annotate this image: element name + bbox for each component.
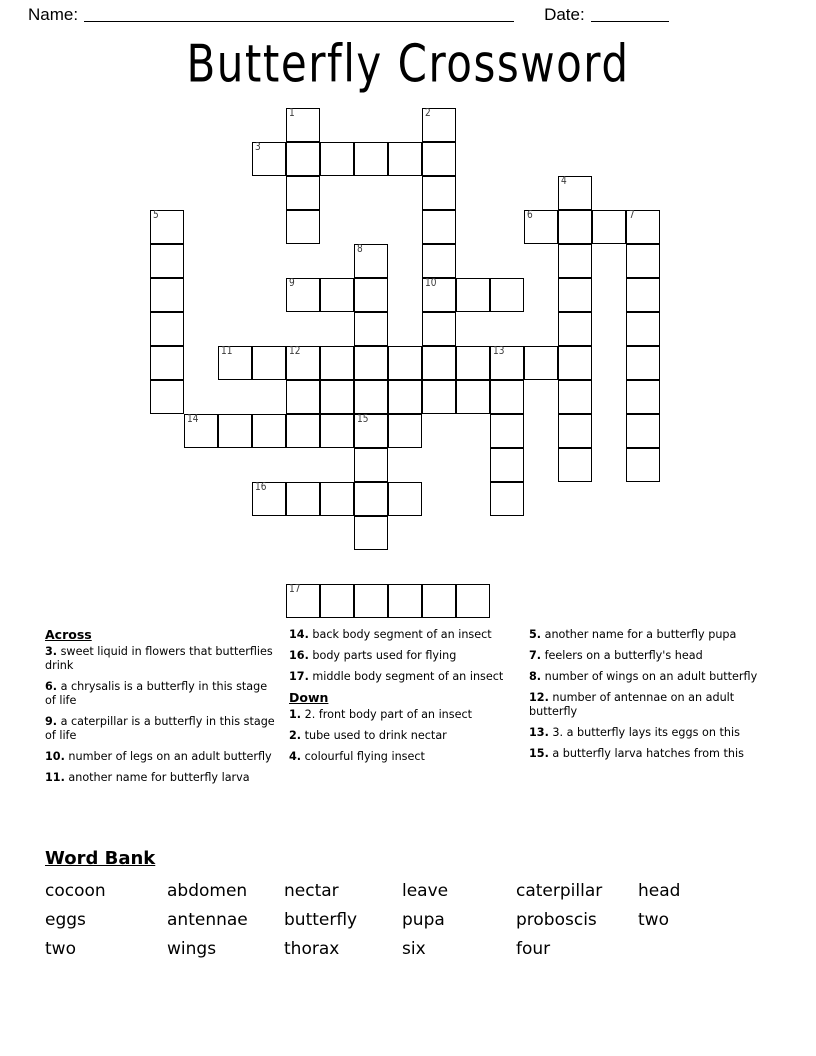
grid-cell[interactable] [388,346,422,380]
grid-cell[interactable] [286,482,320,516]
grid-cell-number: 14 [187,414,199,426]
clue-number: 6. [45,680,58,693]
clue-text: back body segment of an insect [308,628,492,641]
grid-cell-numbered[interactable] [490,346,524,380]
clue-text: tube used to drink nectar [301,729,447,742]
word-bank-word[interactable]: antennae [167,910,248,930]
word-bank-word[interactable]: leave [402,881,449,901]
across-heading: Across [45,627,92,642]
word-bank-column [402,877,516,964]
word-bank-word[interactable]: two [638,910,669,930]
name-label: Name: [28,5,79,24]
clue-item [289,729,521,743]
clues-column-2 [289,628,521,771]
word-bank-title: Word Bank [45,848,156,869]
grid-cell[interactable] [150,346,184,380]
grid-cell[interactable] [490,380,524,414]
grid-cell-numbered[interactable] [524,210,558,244]
grid-cell[interactable] [490,414,524,448]
grid-cell-numbered[interactable] [286,584,320,618]
clue-number: 13. [529,726,549,739]
grid-cell[interactable] [592,210,626,244]
grid-cell-numbered[interactable] [252,142,286,176]
word-bank-word[interactable]: caterpillar [516,881,603,901]
word-bank-column [638,877,738,964]
grid-cell-numbered[interactable] [184,414,218,448]
clue-text: a butterfly larva hatches from this [548,747,744,760]
clue-number: 14. [289,628,309,641]
grid-cell[interactable] [354,380,388,414]
grid-cell-numbered[interactable] [354,414,388,448]
clue-number: 16. [289,649,309,662]
grid-cell-number: 12 [289,346,301,358]
word-bank [45,848,785,964]
grid-cell[interactable] [422,312,456,346]
grid-cell-numbered[interactable] [558,176,592,210]
grid-cell-numbered[interactable] [422,108,456,142]
grid-cell[interactable] [286,176,320,210]
word-bank-word[interactable]: thorax [284,939,340,959]
grid-cell[interactable] [354,312,388,346]
clue-item [529,747,769,761]
grid-cell[interactable] [388,414,422,448]
clue-number: 5. [529,628,542,641]
clue-item [289,628,521,642]
grid-cell-numbered[interactable] [252,482,286,516]
grid-cell-number: 17 [289,584,301,596]
word-bank-word[interactable]: pupa [402,910,445,930]
grid-cell[interactable] [150,380,184,414]
clue-number: 1. [289,708,302,721]
clue-item [529,628,769,642]
grid-cell-number: 5 [153,210,159,222]
grid-cell[interactable] [320,278,354,312]
clue-text: feelers on a butterfly's head [541,649,703,662]
grid-cell[interactable] [354,584,388,618]
grid-cell[interactable] [422,380,456,414]
date-label: Date: [544,5,585,24]
grid-cell[interactable] [286,142,320,176]
clue-item [529,649,769,663]
word-bank-word[interactable]: cocoon [45,881,106,901]
word-bank-word[interactable]: butterfly [284,910,358,930]
grid-cell[interactable] [422,584,456,618]
grid-cell[interactable] [354,278,388,312]
clue-number: 10. [45,750,65,763]
grid-cell[interactable] [626,448,660,482]
grid-cell[interactable] [558,244,592,278]
grid-cell[interactable] [150,312,184,346]
grid-cell-number: 9 [289,278,295,290]
clue-text: a chrysalis is a butterfly in this stage of life [45,680,268,707]
grid-cell[interactable] [558,448,592,482]
grid-cell[interactable] [626,278,660,312]
word-bank-column [516,877,638,964]
grid-cell-number: 8 [357,244,363,256]
name-input-line[interactable] [84,8,514,22]
clue-number: 2. [289,729,302,742]
grid-cell[interactable] [388,380,422,414]
clue-item [45,680,280,708]
clue-item [529,670,769,684]
clue-text: number of antennae on an adult butterfly [529,691,735,718]
grid-cell[interactable] [320,584,354,618]
grid-cell[interactable] [456,584,490,618]
grid-cell-number: 15 [357,414,369,426]
clue-item [289,649,521,663]
grid-cell[interactable] [558,312,592,346]
grid-cell-numbered[interactable] [286,346,320,380]
grid-cell[interactable] [286,210,320,244]
clue-text: colourful flying insect [301,750,425,763]
grid-cell[interactable] [558,346,592,380]
grid-cell[interactable] [388,142,422,176]
clues-column-1 [45,628,280,792]
grid-cell[interactable] [456,346,490,380]
clue-text: number of legs on an adult butterfly [64,750,272,763]
grid-cell[interactable] [320,142,354,176]
grid-cell-number: 3 [255,142,261,154]
clue-text: middle body segment of an insect [308,670,504,683]
grid-cell[interactable] [354,482,388,516]
grid-cell-number: 13 [493,346,505,358]
grid-cell[interactable] [558,210,592,244]
grid-cell[interactable] [490,448,524,482]
word-bank-word[interactable]: head [638,881,681,901]
clue-item [45,645,280,673]
grid-cell-number: 6 [527,210,533,222]
grid-cell[interactable] [558,278,592,312]
clue-number: 9. [45,715,58,728]
clue-item [529,726,769,740]
date-input-line[interactable] [591,8,669,22]
grid-cell[interactable] [490,482,524,516]
grid-cell[interactable] [422,210,456,244]
clue-number: 4. [289,750,302,763]
clue-number: 12. [529,691,549,704]
clue-text: body parts used for flying [308,649,457,662]
grid-cell[interactable] [286,380,320,414]
word-bank-word[interactable]: four [516,939,551,959]
clue-number: 3. [45,645,58,658]
grid-cell-number: 10 [425,278,437,290]
grid-cell[interactable] [252,346,286,380]
word-bank-column [284,877,402,964]
clue-text: sweet liquid in flowers that butterflies drink [45,645,273,672]
grid-cell-numbered[interactable] [218,346,252,380]
grid-cell[interactable] [354,142,388,176]
word-bank-word[interactable]: six [402,939,426,959]
grid-cell-numbered[interactable] [422,278,456,312]
clue-text: a caterpillar is a butterfly in this stage of life [45,715,275,742]
clue-item [289,750,521,764]
grid-cell[interactable] [320,414,354,448]
grid-cell[interactable] [422,346,456,380]
grid-cell[interactable] [626,312,660,346]
grid-cell[interactable] [150,244,184,278]
grid-cell[interactable] [422,176,456,210]
clue-number: 8. [529,670,542,683]
grid-cell[interactable] [286,414,320,448]
clue-item [45,715,280,743]
grid-cell[interactable] [388,482,422,516]
grid-cell[interactable] [150,278,184,312]
grid-cell[interactable] [320,346,354,380]
grid-cell[interactable] [456,278,490,312]
page-title: Butterfly Crossword [186,34,630,94]
clue-text: 2. front body part of an insect [301,708,473,721]
grid-cell[interactable] [626,244,660,278]
clue-text: another name for butterfly larva [64,771,250,784]
grid-cell-numbered[interactable] [286,278,320,312]
grid-cell[interactable] [422,142,456,176]
clue-item [529,691,769,719]
word-bank-word[interactable]: wings [167,939,217,959]
grid-cell[interactable] [354,448,388,482]
grid-cell[interactable] [388,584,422,618]
clue-number: 7. [529,649,542,662]
grid-cell-numbered[interactable] [150,210,184,244]
word-bank-word[interactable]: two [45,939,76,959]
grid-cell[interactable] [456,380,490,414]
word-bank-word[interactable]: eggs [45,910,86,930]
grid-cell[interactable] [524,346,558,380]
clue-item [45,771,280,785]
grid-cell[interactable] [252,414,286,448]
clue-text: number of wings on an adult butterfly [541,670,758,683]
grid-cell[interactable] [626,346,660,380]
grid-cell[interactable] [626,414,660,448]
grid-cell-number: 4 [561,176,567,188]
grid-cell[interactable] [422,244,456,278]
grid-cell[interactable] [354,346,388,380]
grid-cell-number: 16 [255,482,267,494]
grid-cell[interactable] [626,380,660,414]
clue-number: 11. [45,771,65,784]
clue-item [45,750,280,764]
grid-cell[interactable] [490,278,524,312]
word-bank-column [45,877,167,964]
clue-number: 15. [529,747,549,760]
down-heading: Down [289,690,329,705]
grid-cell-numbered[interactable] [626,210,660,244]
grid-cell-number: 11 [221,346,233,358]
clue-text: 3. a butterfly lays its eggs on this [548,726,740,739]
word-bank-columns [45,877,785,964]
grid-cell[interactable] [320,482,354,516]
grid-cell-numbered[interactable] [286,108,320,142]
grid-cell[interactable] [218,414,252,448]
grid-cell-number: 2 [425,108,431,120]
clues-column-3 [529,628,769,768]
clue-text: another name for a butterfly pupa [541,628,737,641]
clue-item [289,670,521,684]
word-bank-word[interactable]: nectar [284,881,339,901]
clues-section [0,628,816,838]
grid-cell-number: 7 [629,210,635,222]
word-bank-word[interactable]: proboscis [516,910,597,930]
grid-cell[interactable] [558,380,592,414]
clue-item [289,708,521,722]
word-bank-word[interactable]: abdomen [167,881,248,901]
clue-number: 17. [289,670,309,683]
grid-cell[interactable] [320,380,354,414]
word-bank-column [167,877,284,964]
grid-cell-numbered[interactable] [354,244,388,278]
grid-cell[interactable] [354,516,388,550]
worksheet-header [0,0,816,30]
grid-cell-number: 1 [289,108,295,120]
grid-cell[interactable] [558,414,592,448]
